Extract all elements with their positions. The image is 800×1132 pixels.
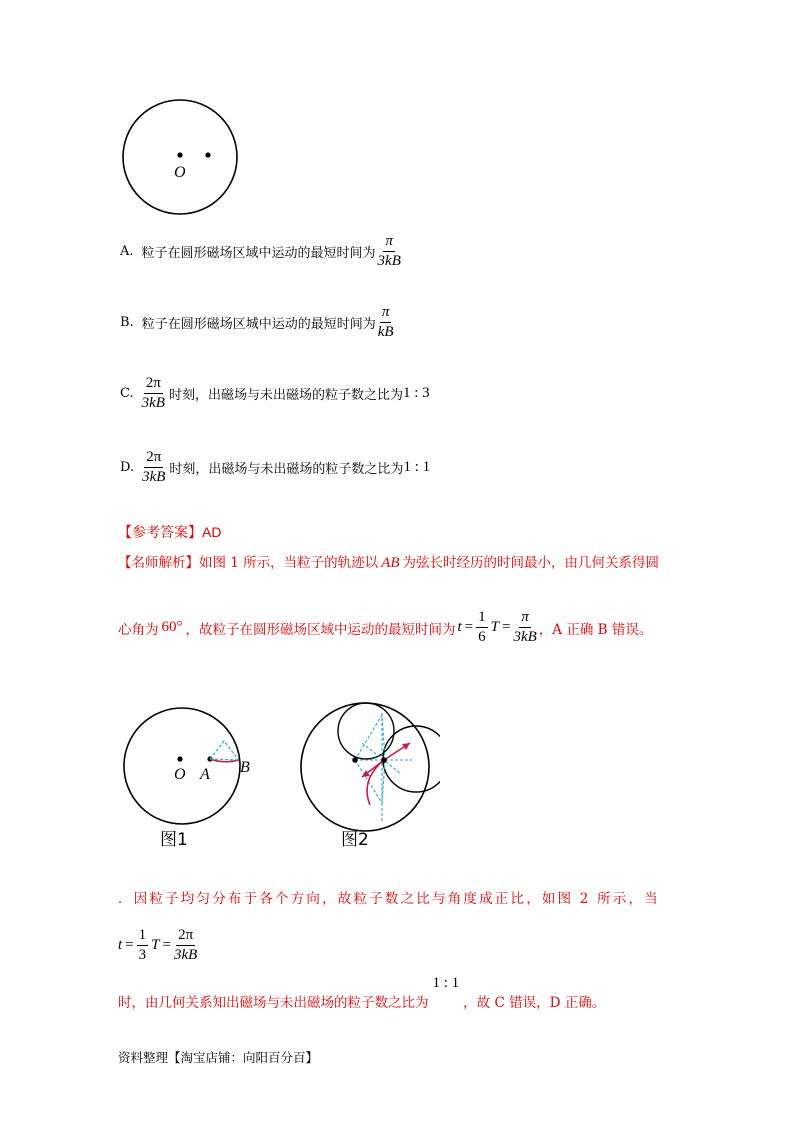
- analysis-line-1: 【名师解析】如图 1 所示，当粒子的轨迹以 AB 为弦长时经历的时间最小，由几何关系得圆: [118, 555, 659, 571]
- center-point-dot: [177, 152, 182, 157]
- fig1-caption: 图1: [160, 830, 188, 850]
- point-a-dot: [205, 152, 210, 157]
- fig2-large-trajectory-circle: [383, 726, 440, 792]
- fig2-caption: 图2: [341, 830, 369, 850]
- equation-min-time: t = $\frac{1}{6}$ T = $\frac{\pi}{3kB}$: [457, 609, 537, 645]
- fig1-arc: [210, 759, 239, 762]
- fig2-triangle-upper: [355, 715, 385, 760]
- option-a: A. 粒子在圆形磁场区域中运动的最短时间为 $\frac{\pi}{3kB}$: [120, 233, 401, 269]
- top-circle-figure: [115, 95, 245, 220]
- analysis-line-4: 时，由几何关系知出磁场与未出磁场的粒子数之比为 1 : 1 ，故 C 错误，D 正确。: [118, 975, 606, 1011]
- option-b: B. 粒子在圆形磁场区城中运动的最短时间为 $\frac{\pi}{kB}$: [120, 304, 394, 340]
- figure-2: [290, 695, 440, 845]
- fig2-point-a-dot: [381, 757, 387, 763]
- fig2-center-dot: [352, 757, 358, 763]
- fig1-triangle: [210, 741, 238, 759]
- fig1-label-a: A: [200, 766, 210, 783]
- footer-note: 资料整理【淘宝店铺：向阳百分百】: [118, 1050, 319, 1065]
- analysis-line-2: 心角为 60° ，故粒子在圆形磁场区域中运动的最短时间为 t = $\frac{1}{6}$ T = $\frac{\pi}{3kB}$ ，A 正确 B 错误。: [118, 609, 653, 645]
- option-c: C. $\frac{2\pi}{3kB}$ 时刻，出磁场与未出磁场的粒子数之比为 1 : 3: [120, 375, 430, 411]
- equation-half-time: t = $\frac{1}{3}$ T = $\frac{2\pi}{3kB}$: [118, 927, 198, 963]
- option-d: D. $\frac{2\pi}{3kB}$ 时刻，出磁场与未出磁场的粒子数之比为 1 : 1: [120, 449, 431, 485]
- fig1-label-o: O: [174, 766, 186, 783]
- center-label: O: [174, 164, 186, 181]
- reference-answer: 【参考答案】AD: [118, 524, 222, 541]
- fig1-center-dot: [177, 756, 182, 761]
- fig2-dash-diag: [362, 743, 400, 773]
- fig1-label-b: B: [240, 759, 250, 776]
- fig2-field-circle: [301, 703, 429, 831]
- fig2-small-circle: [338, 703, 394, 759]
- fig2-triangle-lower: [355, 760, 385, 803]
- analysis-line-3: ．因粒子均匀分布于各个方向，故粒子数之比与角度成正比，如图 2 所示，当: [118, 891, 660, 907]
- figure-1: [118, 700, 268, 850]
